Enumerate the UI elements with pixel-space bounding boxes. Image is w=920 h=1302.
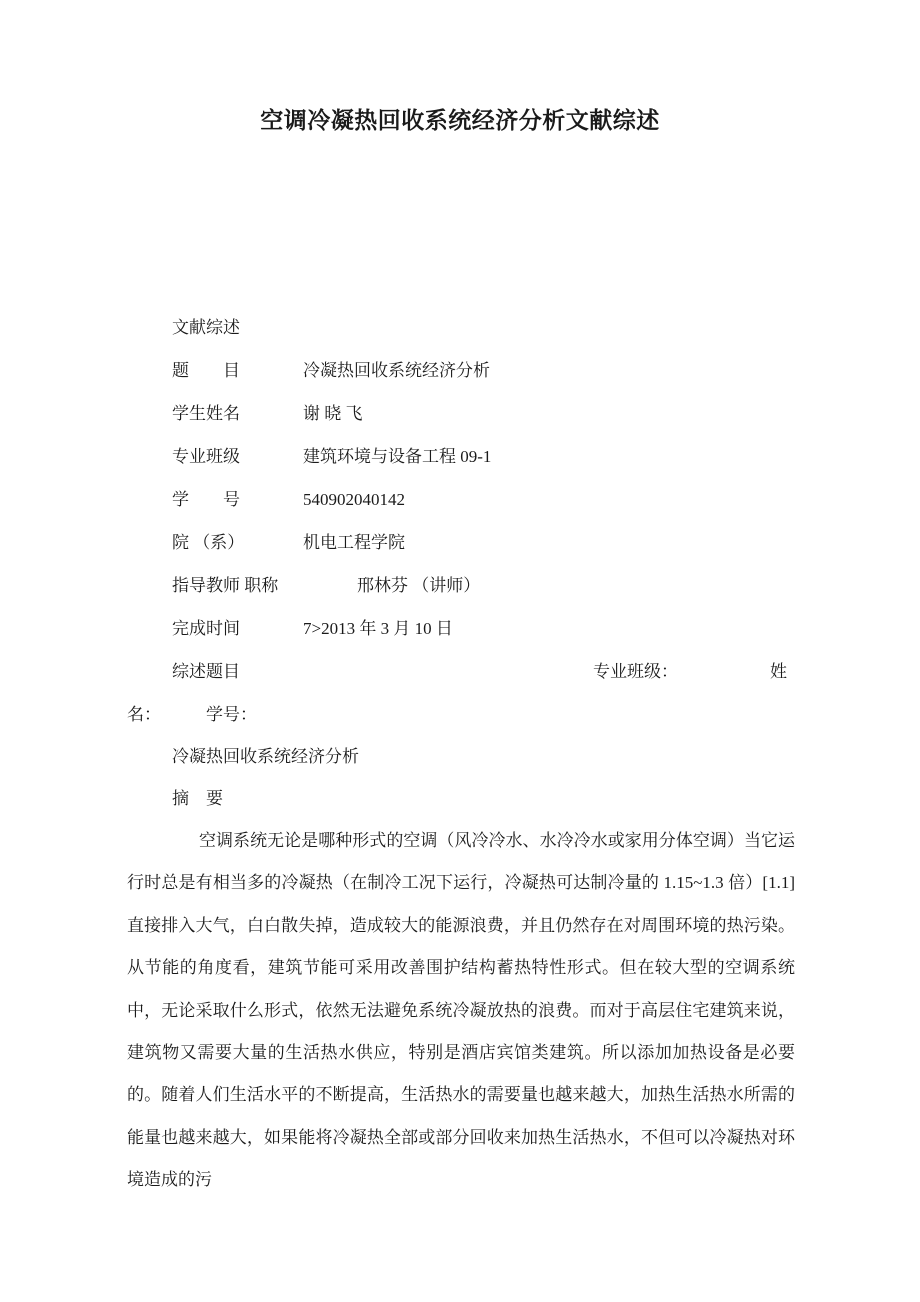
form-row-completion-date <box>172 607 792 650</box>
form-value-student-id: 540902040142 <box>303 490 405 509</box>
page-title: 空调冷凝热回收系统经济分析文献综述 <box>260 108 660 133</box>
form-row-major-class <box>172 435 792 478</box>
review-topic-line: 冷凝热回收系统经济分析 <box>172 747 359 766</box>
subheader-class-label: 专业班级： <box>593 662 678 681</box>
review-subheader <box>172 650 832 693</box>
cover-form-heading: 文献综述 <box>172 318 240 337</box>
subheader-name-label: 姓 <box>770 662 787 681</box>
form-label-topic: 题 目 <box>172 361 240 380</box>
form-label-student-id: 学 号 <box>172 490 240 509</box>
form-label-advisor: 指导教师 职称 <box>172 576 279 595</box>
form-value-topic: 冷凝热回收系统经济分析 <box>303 361 490 380</box>
form-value-completion-date: 7>2013 年 3 月 10 日 <box>303 619 453 638</box>
form-row-student-id <box>172 478 792 521</box>
cover-form <box>172 306 792 650</box>
subheader-name-label-continued: 名： <box>127 705 161 724</box>
form-value-advisor: 邢林芬 （讲师） <box>357 576 481 595</box>
subheader-topic-label: 综述题目 <box>172 662 240 681</box>
form-label-student-name: 学生姓名 <box>172 404 240 423</box>
form-row-department <box>172 521 792 564</box>
form-row-student-name <box>172 392 792 435</box>
form-row-topic <box>172 349 792 392</box>
subheader-student-id-label: 学号： <box>206 705 257 724</box>
form-label-major-class: 专业班级 <box>172 447 240 466</box>
abstract-paragraph: 空调系统无论是哪种形式的空调（风冷冷水、水冷冷水或家用分体空调）当它运行时总是有相当多的冷凝热（在制冷工况下运行，冷凝热可达制冷量的 1.15~1.3 倍）[1.1]直接排入大气，白白散失掉，造成较大的能源浪费，并且仍然存在对周围环境的热污染。从节能的角度看，建筑节能可采用改善围护结构蓄热特性形式。但在较大型的空调系统中，无论采取什么形式，依然无法避免系统冷凝放热的浪费。而对于高层住宅建筑来说，建筑物又需要大量的生活热水供应，特别是酒店宾馆类建筑。所以添加加热设备是必要的。随着人们生活水平的不断提高，生活热水的需要量也越来越大，加热生活热水所需的能量也越来越大，如果能将冷凝热全部或部分回收来加热生活热水，不但可以冷凝热对环境造成的污 <box>127 831 795 1190</box>
review-subheader-continued <box>127 693 787 736</box>
form-value-student-name: 谢 晓 飞 <box>303 404 363 423</box>
abstract-label: 摘 要 <box>172 789 223 808</box>
form-label-department: 院 （系） <box>172 533 245 552</box>
form-label-completion-date: 完成时间 <box>172 619 240 638</box>
form-value-major-class: 建筑环境与设备工程 09-1 <box>303 447 492 466</box>
form-value-department: 机电工程学院 <box>303 533 405 552</box>
form-row-advisor <box>172 564 792 607</box>
